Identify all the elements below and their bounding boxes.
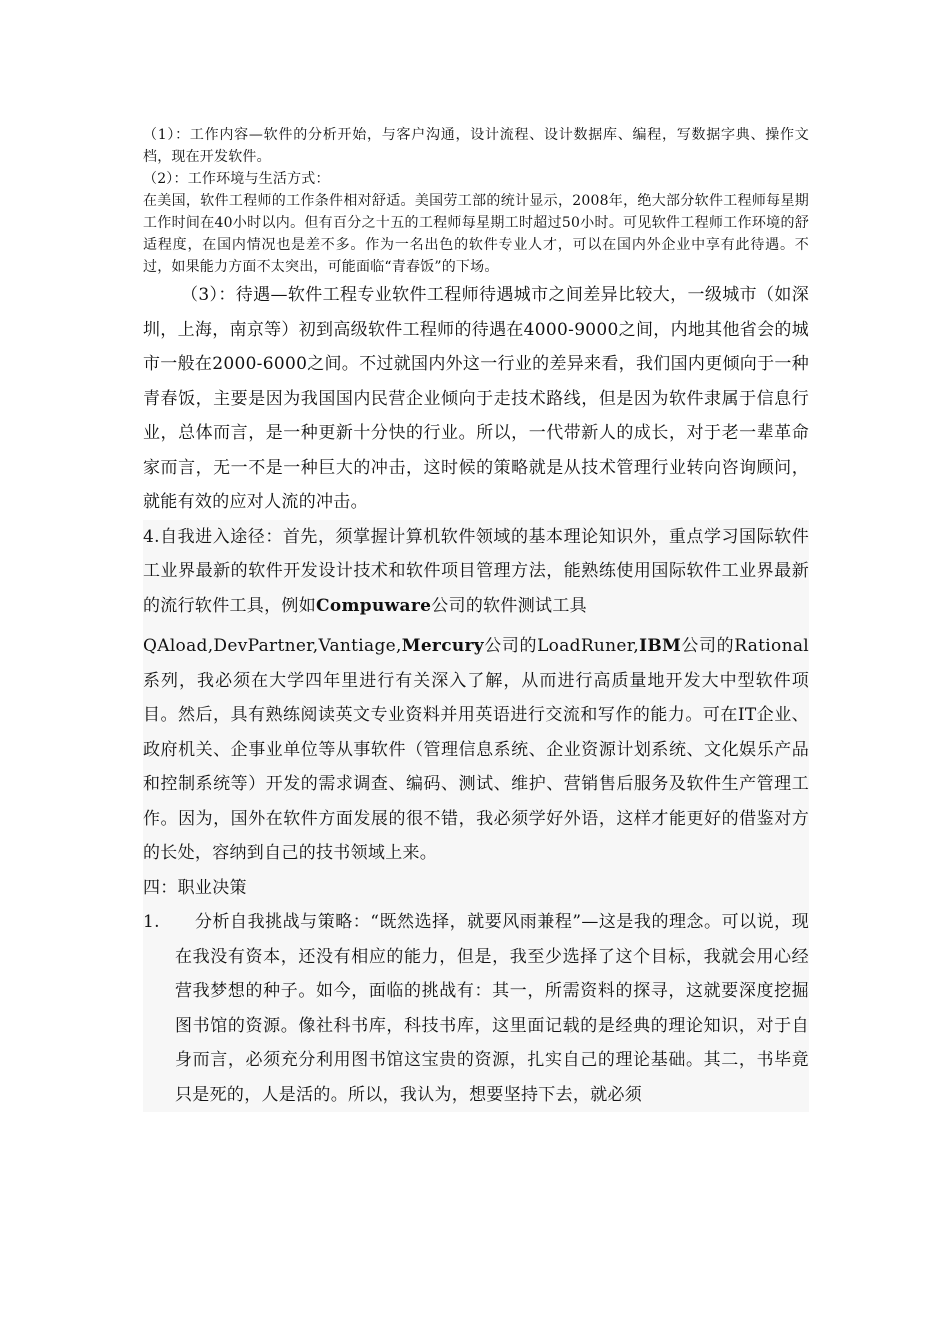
brand-mercury: Mercury [401,636,484,656]
heading-work-environment: （2）：工作环境与生活方式： [143,171,330,187]
heading-career-decision: 四：职业决策 [143,877,247,898]
paragraph-self-entry [143,520,809,624]
list-item-number: 1. [143,912,160,932]
tools-after-mercury: 公司的LoadRuner, [483,636,640,656]
tools-list: QAload,DevPartner,Vantiage, [143,636,402,656]
brand-compuware: Compuware [316,595,432,616]
tools-after-ibm: 公司的Rational [681,636,809,656]
brand-ibm: IBM [639,636,682,656]
paragraph-self-entry-tools [143,629,809,871]
list-item-text: 分析自我挑战与策略：“既然选择，就要风雨兼程”—这是我的理念。可以说，现在我没有资本，还没有相应的能力，但是，我至少选择了这个目标，我就会用心经营我梦想的种子。如今，面临的挑战有：其一，所需资料的探寻，这就要深度挖掘图书馆的资源。像社科书库，科技书库，这里面记载的是经典的理论知识，对于自身而言，必须充分利用图书馆这宝贵的资源，扎实自己的理论基础。其二，书毕竟只是死的，人是活的。所以，我认为，想要坚持下去，就必须 [175,912,809,1105]
paragraph-work-environment: 在美国，软件工程师的工作条件相对舒适。美国劳工部的统计显示，2008年，绝大部分软件工程师每星期工作时间在40小时以内。但有百分之十五的工程师每星期工时超过50小时。可见软件工程师工作环境的舒适程度，在国内情况也是差不多。作为一名出色的软件专业人才，可以在国内外企业中享有此待遇。不过，如果能力方面不太突出，可能面临“青春饭”的下场。 [143,193,809,275]
list-item [143,905,809,1112]
self-entry-rest: 系列，我必须在大学四年里进行有关深入了解，从而进行高质量地开发大中型软件项目。然后，具有熟练阅读英文专业资料并用英语进行交流和写作的能力。可在IT企业、政府机关、企事业单位等从事软件（管理信息系统、企业资源计划系统、文化娱乐产品和控制系统等）开发的需求调查、编码、测试、维护、营销售后服务及软件生产管理工作。因为，国外在软件方面发展的很不错，我必须学好外语，这样才能更好的借鉴对方的长处，容纳到自己的技书领域上来。 [143,670,809,863]
self-entry-intro: 4.自我进入途径：首先，须掌握计算机软件领域的基本理论知识外，重点学习国际软件工业界最新的软件开发设计技术和软件项目管理方法，能熟练使用国际软件工业界最新的流行软件工具，例如 [143,526,809,616]
document-body [143,124,809,1112]
self-entry-after-compuware: 公司的软件测试工具 [431,595,587,616]
paragraph-salary: （3）：待遇—软件工程专业软件工程师待遇城市之间差异比较大，一级城市（如深圳，上海，南京等）初到高级软件工程师的待遇在4000-9000之间，内地其他省会的城市一般在2000-6000之间。不过就国内外这一行业的差异来看，我们国内更倾向于一种青春饭，主要是因为我国国内民营企业倾向于走技术路线，但是因为软件隶属于信息行业，总体而言，是一种更新十分快的行业。所以，一代带新人的成长，对于老一辈革命家而言，无一不是一种巨大的冲击，这时候的策略就是从技术管理行业转向咨询顾问，就能有效的应对人流的冲击。 [143,285,809,512]
shaded-block [143,520,809,1113]
paragraph-work-content: （1）：工作内容—软件的分析开始，与客户沟通，设计流程、设计数据库、编程，写数据字典、操作文档，现在开发软件。 [143,127,809,165]
